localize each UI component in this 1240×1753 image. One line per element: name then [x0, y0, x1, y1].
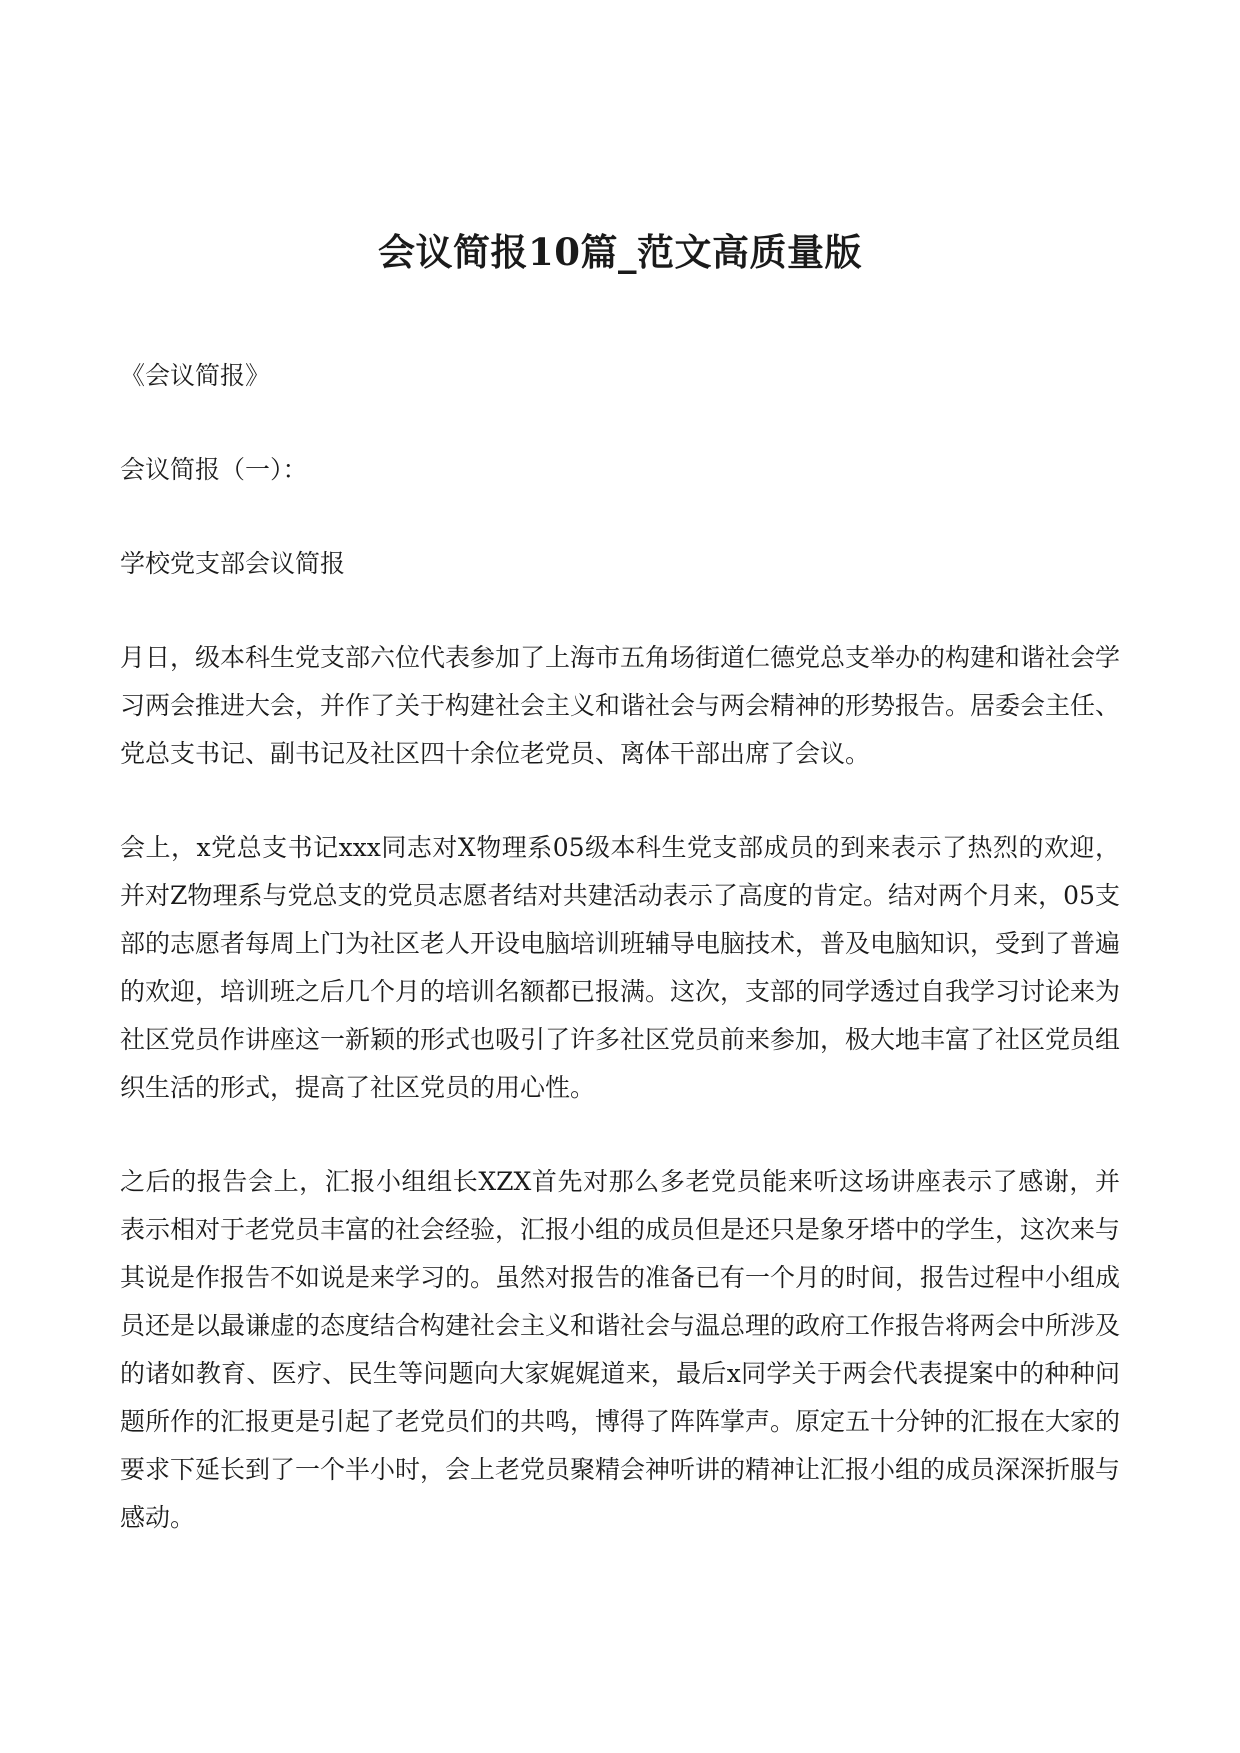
paragraph-3: 之后的报告会上，汇报小组组长XZX首先对那么多老党员能来听这场讲座表示了感谢，并表示相对于老党员丰富的社会经验，汇报小组的成员但是还只是象牙塔中的学生，这次来与其说是作报告不如说是来学习的。虽然对报告的准备已有一个月的时间，报告过程中小组成员还是以最谦虚的态度结合构建社会主义和谐社会与温总理的政府工作报告将两会中所涉及的诸如教育、医疗、民生等问题向大家娓娓道来，最后x同学关于两会代表提案中的种种问题所作的汇报更是引起了老党员们的共鸣，博得了阵阵掌声。原定五十分钟的汇报在大家的要求下延长到了一个半小时，会上老党员聚精会神听讲的精神让汇报小组的成员深深折服与感动。: [120, 1167, 1121, 1532]
document-title: 会议简报10篇_范文高质量版: [378, 230, 862, 274]
document-body: [120, 352, 1120, 1542]
paragraph-1: 月日，级本科生党支部六位代表参加了上海市五角场街道仁德党总支举办的构建和谐社会学习两会推进大会，并作了关于构建社会主义和谐社会与两会精神的形势报告。居委会主任、党总支书记、副书记及社区四十余位老党员、离体干部出席了会议。: [120, 643, 1121, 768]
book-title-line: 《会议简报》: [120, 361, 271, 390]
section-heading: 会议简报（一）：: [120, 455, 308, 484]
paragraph-2: 会上，x党总支书记xxx同志对X物理系05级本科生党支部成员的到来表示了热烈的欢迎，并对Z物理系与党总支的党员志愿者结对共建活动表示了高度的肯定。结对两个月来，05支部的志愿者每周上门为社区老人开设电脑培训班辅导电脑技术，普及电脑知识，受到了普遍的欢迎，培训班之后几个月的培训名额都已报满。这次，支部的同学透过自我学习讨论来为社区党员作讲座这一新颖的形式也吸引了许多社区党员前来参加，极大地丰富了社区党员组织生活的形式，提高了社区党员的用心性。: [120, 833, 1121, 1102]
subsection-heading: 学校党支部会议简报: [120, 549, 346, 578]
